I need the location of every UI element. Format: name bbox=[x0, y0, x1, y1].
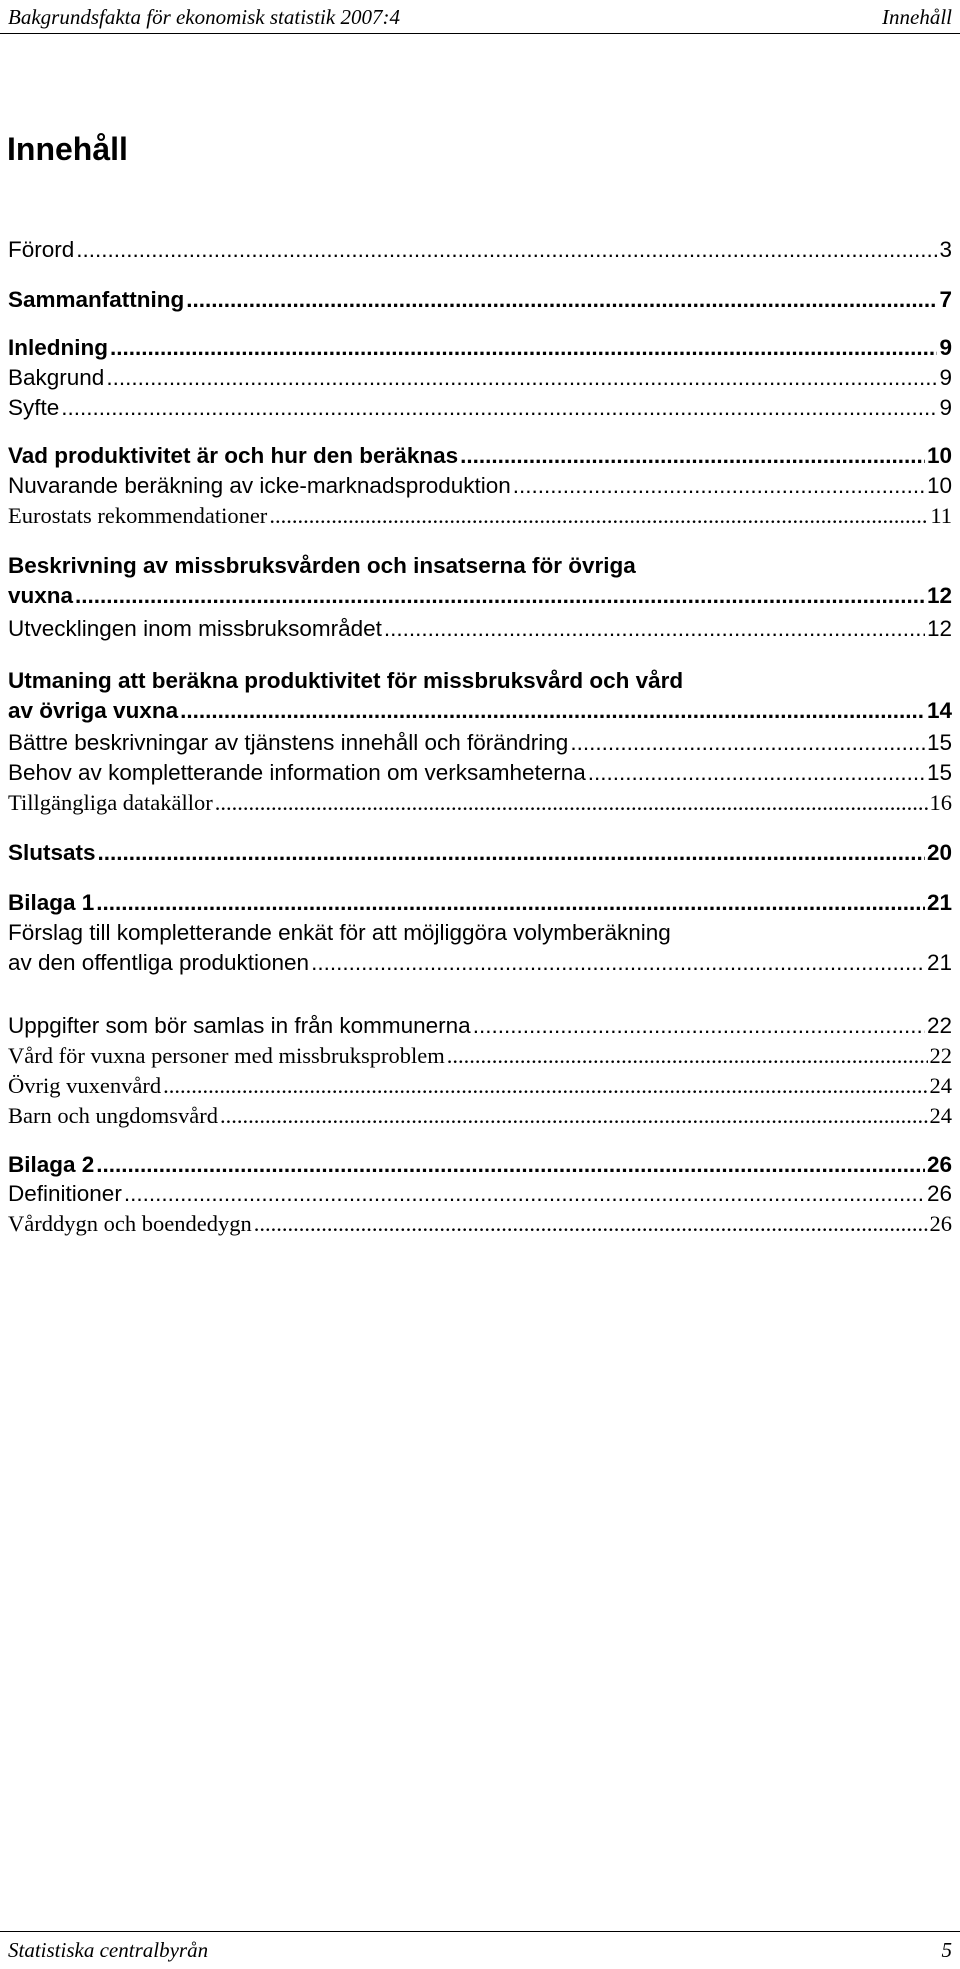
toc-entry-tillgangliga-datakallor[interactable] bbox=[8, 788, 952, 818]
toc-entry-page: 24 bbox=[929, 1103, 952, 1128]
dot-leader bbox=[180, 696, 925, 726]
toc-entry-page: 26 bbox=[929, 1211, 952, 1236]
toc-entry-title: Inledning bbox=[8, 335, 108, 360]
dot-leader bbox=[76, 235, 937, 265]
toc-entry-title: Vård för vuxna personer med missbruksproblem bbox=[8, 1043, 445, 1068]
toc-entry-title: Eurostats rekommendationer bbox=[8, 503, 268, 528]
page-title: Innehåll bbox=[7, 131, 128, 167]
toc-entry-barn-och-ungdomsvard[interactable] bbox=[8, 1101, 952, 1131]
toc-entry-page: 14 bbox=[926, 698, 952, 723]
dot-leader bbox=[513, 471, 925, 501]
toc-entry-definitioner[interactable] bbox=[8, 1179, 952, 1209]
footer-page-number: 5 bbox=[941, 1937, 952, 1962]
toc-entry-title: vuxna bbox=[8, 583, 74, 608]
toc-entry-page: 22 bbox=[926, 1013, 952, 1038]
toc-entry-title-line1: Beskrivning av missbruksvården och insatserna för övriga bbox=[8, 553, 636, 578]
toc-entry-title-line1: Förslag till kompletterande enkät för att möjliggöra volymberäkning bbox=[8, 920, 671, 945]
toc-entry-forord[interactable] bbox=[8, 235, 952, 265]
running-footer bbox=[8, 1936, 952, 1964]
toc-entry-page: 15 bbox=[926, 730, 952, 755]
dot-leader bbox=[254, 1209, 928, 1239]
toc-entry-page: 16 bbox=[929, 790, 952, 815]
toc-entry-title: Bättre beskrivningar av tjänstens innehåll och förändring bbox=[8, 730, 569, 755]
toc-entry-title: Slutsats bbox=[8, 840, 96, 865]
toc-entry-page: 24 bbox=[929, 1073, 952, 1098]
toc-entry-title: Syfte bbox=[8, 395, 60, 420]
toc-entry-title: Förord bbox=[8, 237, 75, 262]
toc-entry-title: av övriga vuxna bbox=[8, 698, 179, 723]
footer-publisher: Statistiska centralbyrån bbox=[8, 1937, 209, 1962]
header-publication-title: Bakgrundsfakta för ekonomisk statistik 2007:4 bbox=[8, 4, 400, 29]
footer-rule bbox=[0, 1931, 960, 1932]
toc-entry-syfte[interactable] bbox=[8, 393, 952, 423]
dot-leader bbox=[269, 501, 928, 531]
toc-entry-page: 3 bbox=[939, 237, 952, 262]
dot-leader bbox=[61, 393, 937, 423]
dot-leader bbox=[311, 948, 925, 978]
toc-entry-title: Utvecklingen inom missbruksområdet bbox=[8, 616, 382, 641]
toc-entry-page: 9 bbox=[939, 395, 952, 420]
dot-leader bbox=[186, 285, 937, 315]
toc-entry-page: 10 bbox=[926, 473, 952, 498]
toc-entry-page: 9 bbox=[939, 365, 952, 390]
toc-entry-title: Uppgifter som bör samlas in från kommunerna bbox=[8, 1013, 471, 1038]
toc-entry-vard-for-vuxna[interactable] bbox=[8, 1041, 952, 1071]
toc-entry-page: 26 bbox=[926, 1181, 952, 1206]
toc-entry-bakgrund[interactable] bbox=[8, 363, 952, 393]
dot-leader bbox=[570, 728, 925, 758]
toc-entry-vad-produktivitet[interactable] bbox=[8, 441, 952, 471]
toc-entry-nuvarande-berakning[interactable] bbox=[8, 471, 952, 501]
toc-entry-utmaning[interactable] bbox=[8, 666, 952, 728]
toc-entry-page: 9 bbox=[939, 335, 952, 360]
toc-entry-title: Tillgängliga datakällor bbox=[8, 790, 213, 815]
toc-entry-title: Behov av kompletterande information om verksamheterna bbox=[8, 760, 586, 785]
dot-leader bbox=[384, 614, 925, 644]
toc-entry-title-line1: Utmaning att beräkna produktivitet för missbruksvård och vård bbox=[8, 668, 684, 693]
dot-leader bbox=[96, 888, 925, 918]
toc-entry-title: Vad produktivitet är och hur den beräknas bbox=[8, 443, 459, 468]
toc-entry-inledning[interactable] bbox=[8, 333, 952, 363]
dot-leader bbox=[124, 1179, 925, 1209]
toc-entry-title: Nuvarande beräkning av icke-marknadsproduktion bbox=[8, 473, 511, 498]
dot-leader bbox=[588, 758, 925, 788]
toc-entry-title: av den offentliga produktionen bbox=[8, 950, 310, 975]
toc-entry-uppgifter-kommunerna[interactable] bbox=[8, 1011, 952, 1041]
toc-entry-page: 20 bbox=[926, 840, 952, 865]
toc-entry-behov-av-information[interactable] bbox=[8, 758, 952, 788]
toc-entry-eurostats[interactable] bbox=[8, 501, 952, 531]
dot-leader bbox=[96, 1150, 925, 1180]
toc-entry-varddygn[interactable] bbox=[8, 1209, 952, 1239]
toc-entry-ovrig-vuxenvard[interactable] bbox=[8, 1071, 952, 1101]
dot-leader bbox=[110, 333, 937, 363]
toc-entry-page: 22 bbox=[929, 1043, 952, 1068]
toc-entry-battre-beskrivningar[interactable] bbox=[8, 728, 952, 758]
dot-leader bbox=[98, 838, 925, 868]
dot-leader bbox=[220, 1101, 928, 1131]
toc-entry-title: Övrig vuxenvård bbox=[8, 1073, 162, 1098]
toc-entry-title: Vårddygn och boendedygn bbox=[8, 1211, 252, 1236]
toc-entry-bilaga-1[interactable] bbox=[8, 888, 952, 918]
toc-entry-sammanfattning[interactable] bbox=[8, 285, 952, 315]
running-header bbox=[8, 2, 952, 32]
dot-leader bbox=[215, 788, 928, 818]
toc-entry-title: Sammanfattning bbox=[8, 287, 185, 312]
dot-leader bbox=[447, 1041, 928, 1071]
header-rule bbox=[0, 33, 960, 34]
toc-entry-page: 12 bbox=[926, 616, 952, 641]
toc-entry-beskrivning-missbruksvarden[interactable] bbox=[8, 551, 952, 613]
dot-leader bbox=[163, 1071, 927, 1101]
toc-entry-slutsats[interactable] bbox=[8, 838, 952, 868]
toc-entry-forslag-enkat[interactable] bbox=[8, 918, 952, 980]
toc-entry-title: Bakgrund bbox=[8, 365, 105, 390]
toc-entry-page: 11 bbox=[930, 503, 952, 528]
dot-leader bbox=[460, 441, 925, 471]
dot-leader bbox=[473, 1011, 925, 1041]
toc-entry-utvecklingen[interactable] bbox=[8, 614, 952, 644]
toc-entry-title: Bilaga 1 bbox=[8, 890, 95, 915]
dot-leader bbox=[106, 363, 937, 393]
toc-entry-title: Barn och ungdomsvård bbox=[8, 1103, 218, 1128]
toc-entry-page: 26 bbox=[926, 1152, 952, 1177]
toc-entry-bilaga-2[interactable] bbox=[8, 1150, 952, 1180]
toc-entry-page: 21 bbox=[926, 950, 952, 975]
toc-entry-page: 15 bbox=[926, 760, 952, 785]
toc-entry-page: 21 bbox=[926, 890, 952, 915]
toc-entry-title: Bilaga 2 bbox=[8, 1152, 95, 1177]
header-section-title: Innehåll bbox=[882, 4, 952, 29]
toc-entry-title: Definitioner bbox=[8, 1181, 122, 1206]
toc-entry-page: 10 bbox=[926, 443, 952, 468]
toc-entry-page: 12 bbox=[926, 583, 952, 608]
toc-entry-page: 7 bbox=[939, 287, 952, 312]
dot-leader bbox=[75, 581, 925, 611]
